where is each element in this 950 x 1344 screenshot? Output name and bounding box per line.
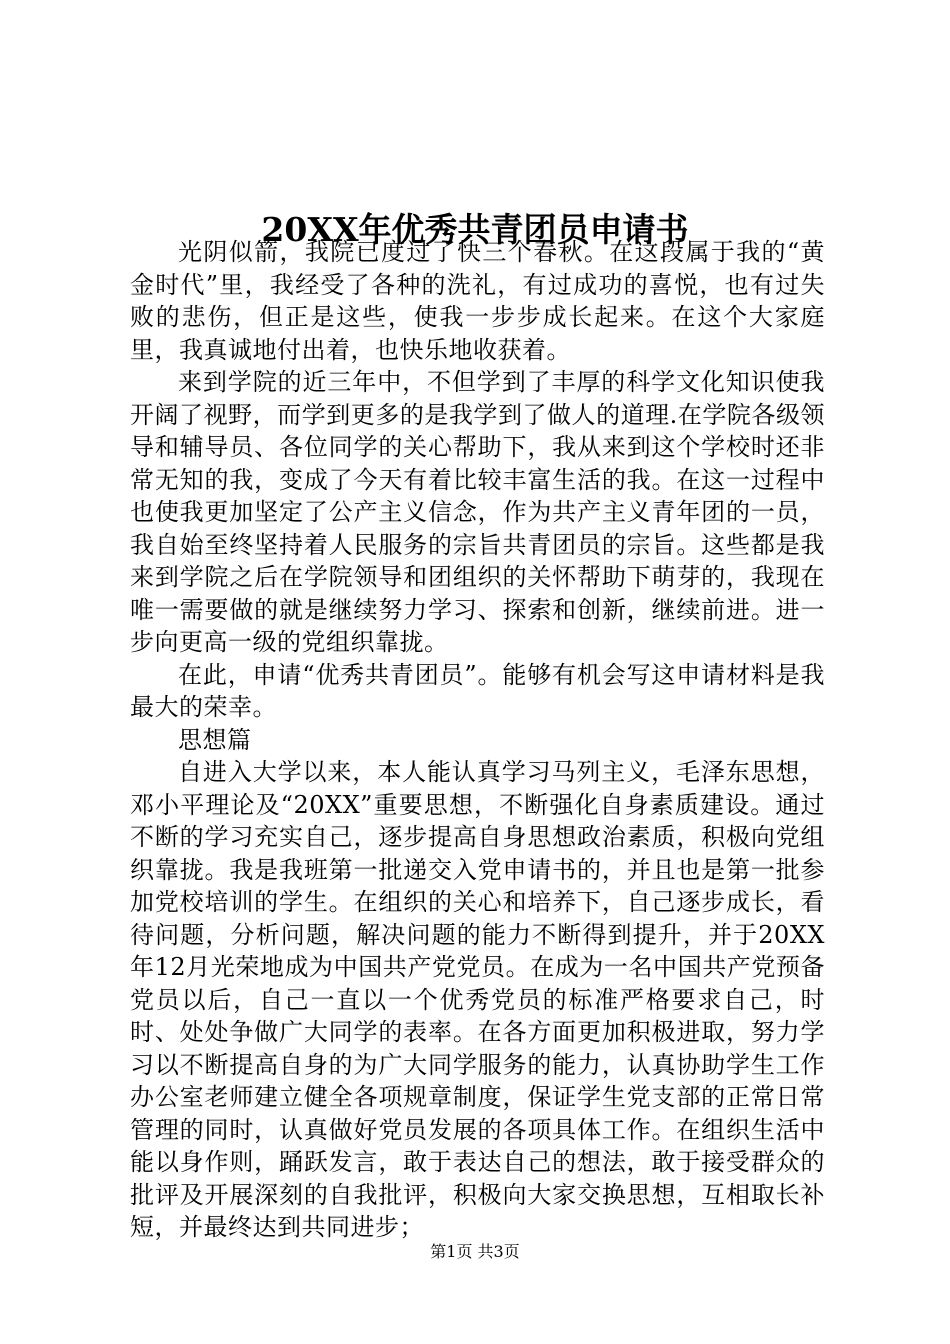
- paragraph-application: 在此，申请“优秀共青团员”。能够有机会写这申请材料是我最大的荣幸。: [130, 660, 825, 721]
- paragraph-college-years: 来到学院的近三年中，不但学到了丰厚的科学文化知识使我开阔了视野，而学到更多的是我学到了做人的道理.在学院各级领导和辅导员、各位同学的关心帮助下，我从来到这个学校时还非常无知的我，变成了今天有着比较丰富生活的我。在这一过程中也使我更加坚定了公产主义信念，作为共产主义青年团的一员，我自始至终坚持着人民服务的宗旨共青团员的宗旨。这些都是我来到学院之后在学院领导和团组织的关怀帮助下萌芽的，我现在唯一需要做的就是继续努力学习、探索和创新，继续前进。进一步向更高一级的党组织靠拢。: [130, 368, 825, 656]
- paragraph-intro: 光阴似箭，我院已度过了快三个春秋。在这段属于我的“黄金时代”里，我经受了各种的洗礼，有过成功的喜悦，也有过失败的悲伤，但正是这些，使我一步步成长起来。在这个大家庭里，我真诚地付出着，也快乐地收获着。: [130, 238, 825, 364]
- paragraph-thought: 自进入大学以来，本人能认真学习马列主义，毛泽东思想，邓小平理论及“20XX”重要思想，不断强化自身素质建设。通过不断的学习充实自己，逐步提高自身思想政治素质，积极向党组织靠拢。我是我班第一批递交入党申请书的，并且也是第一批参加党校培训的学生。在组织的关心和培养下，自己逐步成长，看待问题，分析问题，解决问题的能力不断得到提升，并于20XX年12月光荣地成为中国共产党党员。在成为一名中国共产党预备党员以后，自己一直以一个优秀党员的标准严格要求自己，时时、处处争做广大同学的表率。在各方面更加积极进取，努力学习以不断提高自身的为广大同学服务的能力，认真协助学生工作办公室老师建立健全各项规章制度，保证学生党支部的正常日常管理的同时，认真做好党员发展的各项具体工作。在组织生活中能以身作则，踊跃发言，敢于表达自己的想法，敢于接受群众的批评及开展深刻的自我批评，积极向大家交换思想，互相取长补短，并最终达到共同进步；: [130, 758, 825, 1241]
- page-title: 20XX年优秀共青团员申请书: [261, 210, 689, 250]
- page-footer: 第1页 共3页: [430, 1242, 520, 1261]
- document-body: [130, 236, 825, 1244]
- section-heading-thought: 思想篇: [178, 725, 252, 754]
